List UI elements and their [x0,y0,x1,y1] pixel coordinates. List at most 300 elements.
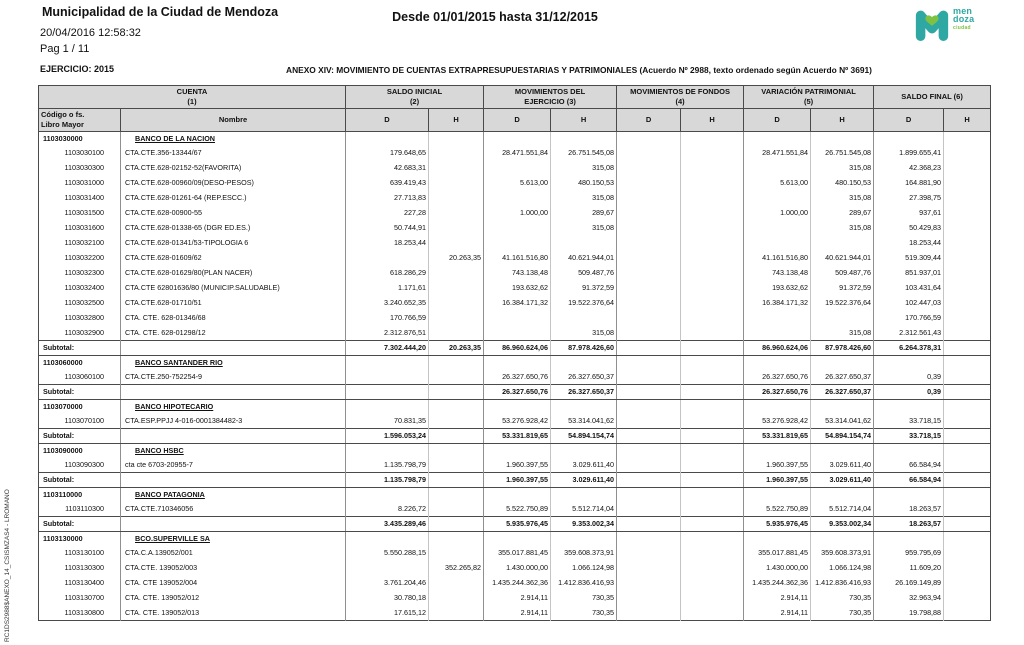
value-cell-saldo_inicial_d [346,560,429,575]
value-cell-mov_fondos_d [617,399,681,413]
group-title: MOVIMIENTOS DEL [514,87,586,97]
value-cell-saldo_final_d: 102.447,03 [874,295,944,310]
value-cell-saldo_inicial_h [429,355,484,369]
value-cell-mov_ejercicio_h [551,310,617,325]
value-cell-saldo_inicial_d: 42.683,31 [346,160,429,175]
col-h-saldo-inicial: H [429,109,484,132]
value-cell-variacion_h [811,487,874,501]
value-cell-mov_fondos_d [617,501,681,517]
value-cell-mov_fondos_h [681,250,744,265]
account-name: CTA. CTE. 628-01346/68 [121,310,346,325]
value-cell-mov_ejercicio_h: 359.608.373,91 [551,545,617,560]
value-cell-variacion_d: 355.017.881,45 [744,545,811,560]
value-cell-mov_ejercicio_h: 509.487,76 [551,265,617,280]
account-row [39,265,991,280]
value-cell-mov_ejercicio_h: 1.412.836.416,93 [551,575,617,590]
value-cell-mov_fondos_h [681,605,744,621]
value-cell-saldo_final_d: 851.937,01 [874,265,944,280]
value-cell-mov_fondos_h [681,265,744,280]
value-cell-saldo_final_h [944,413,991,429]
group-number: (4) [675,97,685,106]
header-row-groups [39,86,991,109]
value-cell-saldo_inicial_d: 179.648,65 [346,145,429,160]
bank-code: 1103130000 [39,531,121,545]
value-cell-saldo_inicial_h [429,145,484,160]
value-cell-mov_fondos_h [681,190,744,205]
value-cell-variacion_h: 730,35 [811,605,874,621]
header-codigo-libro-mayor [39,109,121,132]
value-cell-saldo_final_d: 937,61 [874,205,944,220]
account-name: CTA.CTE.628-01338-65 (DGR ED.ES.) [121,220,346,235]
value-cell-mov_ejercicio_d: 26.327.650,76 [484,369,551,385]
value-cell-saldo_inicial_d [346,131,429,145]
value-cell-saldo_inicial_d: 70.831,35 [346,413,429,429]
account-name: CTA.CTE.628-01629/80(PLAN NACER) [121,265,346,280]
value-cell-saldo_inicial_h [429,590,484,605]
value-cell-saldo_inicial_h [429,310,484,325]
mendoza-m-heart-icon [913,4,951,42]
value-cell-saldo_inicial_d: 8.226,72 [346,501,429,517]
account-name: CTA.CTE.628-01710/51 [121,295,346,310]
value-cell-mov_fondos_h [681,545,744,560]
account-code: 1103070100 [64,415,104,425]
bank-row [39,399,991,413]
value-cell-saldo_final_h [944,384,991,399]
value-cell-mov_fondos_h [681,310,744,325]
value-cell-variacion_d: 1.435.244.362,36 [744,575,811,590]
account-code: 1103032100 [64,237,104,247]
value-cell-variacion_h: 315,08 [811,190,874,205]
value-cell-saldo_final_d: 50.429,83 [874,220,944,235]
value-cell-mov_fondos_d [617,590,681,605]
value-cell-variacion_d: 53.276.928,42 [744,413,811,429]
account-name: CTA.ESP.PPJJ 4-016-0001384482-3 [121,413,346,429]
value-cell-variacion_h: 3.029.611,40 [811,457,874,473]
account-code: 1103060100 [64,371,104,381]
value-cell-saldo_final_d: 519.309,44 [874,250,944,265]
header-cuenta [39,86,346,109]
value-cell-variacion_d [744,131,811,145]
value-cell-mov_ejercicio_d: 41.161.516,80 [484,250,551,265]
value-cell-mov_fondos_d [617,310,681,325]
value-cell-variacion_d: 5.522.750,89 [744,501,811,517]
value-cell-saldo_final_h [944,605,991,621]
value-cell-mov_fondos_h [681,560,744,575]
value-cell-mov_ejercicio_h: 40.621.944,01 [551,250,617,265]
value-cell-mov_fondos_h [681,590,744,605]
value-cell-mov_ejercicio_h: 315,08 [551,220,617,235]
page-indicator: Pag 1 / 11 [40,43,90,55]
value-cell-mov_ejercicio_h: 730,35 [551,590,617,605]
group-title: MOVIMIENTOS DE FONDOS [630,87,730,97]
account-row [39,605,991,621]
value-cell-variacion_d: 1.960.397,55 [744,457,811,473]
value-cell-mov_ejercicio_d [484,443,551,457]
value-cell-saldo_inicial_d: 30.780,18 [346,590,429,605]
account-name: CTA. CTE. 139052/013 [121,605,346,621]
bank-row [39,487,991,501]
value-cell-mov_ejercicio_h: 3.029.611,40 [551,457,617,473]
col-d-saldo-final: D [874,109,944,132]
value-cell-saldo_final_h [944,501,991,517]
value-cell-mov_fondos_d [617,575,681,590]
value-cell-mov_ejercicio_d [484,160,551,175]
value-cell-saldo_final_d [874,443,944,457]
value-cell-saldo_inicial_h [429,413,484,429]
value-cell-saldo_final_d: 66.584,94 [874,472,944,487]
value-cell-saldo_inicial_d: 2.312.876,51 [346,325,429,341]
value-cell-variacion_d: 28.471.551,84 [744,145,811,160]
account-code: 1103130100 [64,547,104,557]
value-cell-variacion_h: 26.751.545,08 [811,145,874,160]
period-title: Desde 01/01/2015 hasta 31/12/2015 [392,10,598,24]
value-cell-mov_fondos_d [617,531,681,545]
value-cell-saldo_inicial_d [346,487,429,501]
account-name: CTA.CTE.356-13344/67 [121,145,346,160]
value-cell-saldo_final_h [944,545,991,560]
value-cell-variacion_h [811,531,874,545]
value-cell-variacion_h: 315,08 [811,325,874,341]
value-cell-mov_fondos_d [617,131,681,145]
value-cell-mov_ejercicio_h: 87.978.426,60 [551,340,617,355]
value-cell-mov_ejercicio_h: 54.894.154,74 [551,428,617,443]
account-code: 1103031500 [64,207,104,217]
value-cell-saldo_inicial_d: 1.135.798,79 [346,457,429,473]
value-cell-saldo_final_d: 18.263,57 [874,501,944,517]
value-cell-mov_fondos_d [617,220,681,235]
bank-code: 1103090000 [39,443,121,457]
value-cell-saldo_final_h [944,235,991,250]
value-cell-mov_fondos_d [617,205,681,220]
value-cell-mov_ejercicio_h: 26.327.650,37 [551,369,617,385]
value-cell-saldo_inicial_d: 1.596.053,24 [346,428,429,443]
value-cell-variacion_h: 1.412.836.416,93 [811,575,874,590]
value-cell-mov_fondos_d [617,560,681,575]
bank-name: BANCO HIPOTECARIO [121,399,346,413]
value-cell-variacion_h [811,131,874,145]
subtotal-name-cell [121,516,346,531]
value-cell-mov_ejercicio_h [551,443,617,457]
value-cell-mov_ejercicio_d: 743.138,48 [484,265,551,280]
subtotal-label: Subtotal: [39,428,121,443]
value-cell-mov_fondos_d [617,472,681,487]
value-cell-mov_fondos_d [617,295,681,310]
value-cell-mov_ejercicio_h: 26.327.650,37 [551,384,617,399]
value-cell-mov_ejercicio_h: 1.066.124,98 [551,560,617,575]
value-cell-saldo_final_h [944,145,991,160]
value-cell-saldo_final_d: 27.398,75 [874,190,944,205]
value-cell-saldo_final_h [944,175,991,190]
value-cell-mov_ejercicio_d [484,399,551,413]
value-cell-variacion_h: 315,08 [811,220,874,235]
value-cell-mov_ejercicio_d [484,131,551,145]
value-cell-saldo_final_d: 164.881,90 [874,175,944,190]
group-title: SALDO INICIAL [386,87,443,97]
value-cell-variacion_h: 19.522.376,64 [811,295,874,310]
value-cell-mov_ejercicio_h: 315,08 [551,160,617,175]
value-cell-mov_ejercicio_h: 315,08 [551,190,617,205]
value-cell-saldo_inicial_d: 17.615,12 [346,605,429,621]
value-cell-saldo_final_d [874,399,944,413]
value-cell-saldo_inicial_h [429,325,484,341]
value-cell-mov_ejercicio_h [551,131,617,145]
value-cell-saldo_inicial_h [429,487,484,501]
bank-name: BANCO SANTANDER RIO [121,355,346,369]
bank-code: 1103030000 [39,131,121,145]
value-cell-variacion_h: 87.978.426,60 [811,340,874,355]
value-cell-mov_fondos_d [617,369,681,385]
value-cell-saldo_final_h [944,531,991,545]
value-cell-variacion_d [744,190,811,205]
value-cell-mov_ejercicio_h: 9.353.002,34 [551,516,617,531]
value-cell-saldo_inicial_d: 639.419,43 [346,175,429,190]
account-row [39,545,991,560]
value-cell-variacion_d: 2.914,11 [744,590,811,605]
value-cell-mov_fondos_h [681,325,744,341]
value-cell-saldo_final_h [944,369,991,385]
value-cell-mov_fondos_d [617,457,681,473]
account-name: CTA.CTE.628-00960/09(DESO-PESOS) [121,175,346,190]
value-cell-saldo_final_d [874,131,944,145]
value-cell-saldo_inicial_h [429,605,484,621]
value-cell-mov_ejercicio_h: 289,67 [551,205,617,220]
ejercicio-label: EJERCICIO: 2015 [40,64,115,74]
value-cell-mov_ejercicio_d: 16.384.171,32 [484,295,551,310]
value-cell-saldo_final_h [944,340,991,355]
value-cell-saldo_final_d: 103.431,64 [874,280,944,295]
value-cell-variacion_d [744,160,811,175]
value-cell-variacion_d [744,399,811,413]
account-row [39,235,991,250]
value-cell-mov_ejercicio_d: 1.960.397,55 [484,472,551,487]
value-cell-saldo_inicial_d: 50.744,91 [346,220,429,235]
value-cell-variacion_d [744,443,811,457]
account-code: 1103090300 [64,459,104,469]
account-code: 1103032800 [64,312,104,322]
value-cell-mov_fondos_d [617,428,681,443]
subtotal-row [39,472,991,487]
value-cell-saldo_final_h [944,131,991,145]
value-cell-saldo_final_d: 0,39 [874,384,944,399]
value-cell-variacion_d: 2.914,11 [744,605,811,621]
value-cell-mov_fondos_d [617,443,681,457]
subheader-line: Código o fs. [41,110,85,119]
value-cell-variacion_d: 86.960.624,06 [744,340,811,355]
value-cell-mov_fondos_d [617,325,681,341]
col-d-variacion: D [744,109,811,132]
value-cell-saldo_inicial_h [429,399,484,413]
value-cell-mov_fondos_d [617,605,681,621]
account-code: 1103030100 [64,147,104,157]
value-cell-mov_ejercicio_d: 355.017.881,45 [484,545,551,560]
account-row [39,575,991,590]
account-code: 1103032200 [64,252,104,262]
value-cell-mov_ejercicio_h: 26.751.545,08 [551,145,617,160]
value-cell-variacion_d: 5.935.976,45 [744,516,811,531]
value-cell-mov_fondos_d [617,175,681,190]
value-cell-saldo_final_h [944,205,991,220]
col-d-saldo-inicial: D [346,109,429,132]
value-cell-mov_ejercicio_h [551,399,617,413]
value-cell-mov_fondos_h [681,205,744,220]
account-code: 1103032300 [64,267,104,277]
value-cell-variacion_d: 5.613,00 [744,175,811,190]
account-name: CTA.CTE.628-01341/53-TIPOLOGIA 6 [121,235,346,250]
value-cell-saldo_final_d: 1.899.655,41 [874,145,944,160]
value-cell-saldo_final_d: 0,39 [874,369,944,385]
value-cell-mov_ejercicio_d: 86.960.624,06 [484,340,551,355]
account-code: 1103130800 [64,607,104,617]
value-cell-saldo_final_d: 33.718,15 [874,413,944,429]
value-cell-saldo_inicial_d: 227,28 [346,205,429,220]
value-cell-saldo_final_d: 26.169.149,89 [874,575,944,590]
subtotal-row [39,516,991,531]
header-group-saldo-inicial [346,86,484,109]
value-cell-saldo_final_h [944,457,991,473]
value-cell-variacion_h: 315,08 [811,160,874,175]
value-cell-mov_fondos_h [681,531,744,545]
value-cell-saldo_inicial_d: 170.766,59 [346,310,429,325]
value-cell-mov_ejercicio_d [484,190,551,205]
header-row-subcolumns [39,109,991,132]
value-cell-saldo_inicial_h: 20.263,35 [429,250,484,265]
subtotal-name-cell [121,428,346,443]
value-cell-saldo_final_h [944,295,991,310]
value-cell-saldo_final_h [944,428,991,443]
col-h-mov-fondos: H [681,109,744,132]
value-cell-saldo_inicial_h: 352.265,82 [429,560,484,575]
value-cell-saldo_inicial_d [346,531,429,545]
value-cell-mov_fondos_d [617,190,681,205]
value-cell-saldo_final_d: 18.253,44 [874,235,944,250]
account-code: 1103031600 [64,222,104,232]
group-number: EJERCICIO (3) [524,97,576,106]
value-cell-saldo_inicial_d: 3.761.204,46 [346,575,429,590]
account-name: CTA.CTE. 139052/003 [121,560,346,575]
col-h-saldo-final: H [944,109,991,132]
header-nombre: Nombre [121,109,346,132]
value-cell-saldo_inicial_d [346,355,429,369]
value-cell-mov_fondos_d [617,384,681,399]
value-cell-mov_ejercicio_d: 1.435.244.362,36 [484,575,551,590]
value-cell-saldo_inicial_h [429,220,484,235]
value-cell-variacion_h: 54.894.154,74 [811,428,874,443]
account-row [39,205,991,220]
value-cell-mov_ejercicio_d: 1.000,00 [484,205,551,220]
value-cell-saldo_inicial_h [429,160,484,175]
value-cell-mov_ejercicio_h: 315,08 [551,325,617,341]
value-cell-saldo_final_d: 11.609,20 [874,560,944,575]
header-cuenta-title: CUENTA [176,87,208,97]
value-cell-variacion_d: 1.430.000,00 [744,560,811,575]
group-title: VARIACIÓN PATRIMONIAL [761,87,856,97]
value-cell-saldo_inicial_d: 3.240.652,35 [346,295,429,310]
value-cell-saldo_inicial_h [429,575,484,590]
value-cell-mov_ejercicio_h [551,531,617,545]
report-reference-vertical: RC1DS2988$ANEXO_14_CSISMZAS4 - LROMANO [4,489,11,642]
value-cell-saldo_inicial_h [429,501,484,517]
value-cell-variacion_d: 1.000,00 [744,205,811,220]
value-cell-variacion_h: 359.608.373,91 [811,545,874,560]
account-name: cta cte 6703-20955-7 [121,457,346,473]
value-cell-saldo_inicial_h [429,280,484,295]
bank-row [39,355,991,369]
value-cell-saldo_inicial_d: 618.286,29 [346,265,429,280]
value-cell-mov_fondos_h [681,457,744,473]
value-cell-mov_ejercicio_h: 480.150,53 [551,175,617,190]
value-cell-mov_fondos_h [681,220,744,235]
value-cell-mov_ejercicio_d [484,325,551,341]
value-cell-saldo_final_d [874,531,944,545]
value-cell-variacion_h: 730,35 [811,590,874,605]
account-code: 1103031400 [64,192,104,202]
value-cell-mov_fondos_d [617,340,681,355]
value-cell-mov_fondos_h [681,413,744,429]
value-cell-mov_fondos_h [681,175,744,190]
value-cell-mov_fondos_d [617,545,681,560]
value-cell-mov_ejercicio_h [551,355,617,369]
value-cell-saldo_inicial_h [429,516,484,531]
value-cell-saldo_final_h [944,160,991,175]
value-cell-mov_ejercicio_h [551,487,617,501]
value-cell-saldo_final_d [874,487,944,501]
value-cell-mov_fondos_h [681,487,744,501]
value-cell-mov_ejercicio_d: 26.327.650,76 [484,384,551,399]
value-cell-saldo_inicial_h [429,369,484,385]
value-cell-saldo_inicial_h [429,131,484,145]
value-cell-mov_ejercicio_d: 53.276.928,42 [484,413,551,429]
value-cell-saldo_inicial_d [346,384,429,399]
organization-title: Municipalidad de la Ciudad de Mendoza [42,5,279,19]
value-cell-mov_fondos_h [681,443,744,457]
account-row [39,250,991,265]
value-cell-saldo_final_h [944,516,991,531]
value-cell-mov_fondos_h [681,160,744,175]
value-cell-mov_fondos_d [617,250,681,265]
value-cell-saldo_final_d: 6.264.378,31 [874,340,944,355]
account-name: CTA.CTE.628-02152-52(FAVORITA) [121,160,346,175]
bank-name: BANCO DE LA NACION [121,131,346,145]
col-d-mov-fondos: D [617,109,681,132]
print-datetime: 20/04/2016 12:58:32 [40,27,141,39]
bank-row [39,531,991,545]
value-cell-variacion_h [811,355,874,369]
value-cell-variacion_h: 9.353.002,34 [811,516,874,531]
account-name: CTA.CTE.628-01609/62 [121,250,346,265]
value-cell-variacion_h [811,443,874,457]
value-cell-saldo_final_d: 42.368,23 [874,160,944,175]
value-cell-saldo_final_h [944,265,991,280]
subtotal-label: Subtotal: [39,384,121,399]
value-cell-mov_ejercicio_d: 5.935.976,45 [484,516,551,531]
subheader-line: Libro Mayor [41,119,84,129]
bank-code: 1103070000 [39,399,121,413]
account-code: 1103130700 [64,592,104,602]
value-cell-variacion_h: 1.066.124,98 [811,560,874,575]
value-cell-saldo_inicial_d [346,250,429,265]
value-cell-mov_ejercicio_d: 193.632,62 [484,280,551,295]
bank-code: 1103060000 [39,355,121,369]
value-cell-saldo_inicial_h [429,265,484,280]
value-cell-mov_ejercicio_d: 2.914,11 [484,605,551,621]
value-cell-mov_fondos_h [681,131,744,145]
account-row [39,220,991,235]
value-cell-saldo_final_h [944,399,991,413]
account-row [39,501,991,517]
subtotal-name-cell [121,340,346,355]
value-cell-mov_fondos_h [681,575,744,590]
account-row [39,560,991,575]
